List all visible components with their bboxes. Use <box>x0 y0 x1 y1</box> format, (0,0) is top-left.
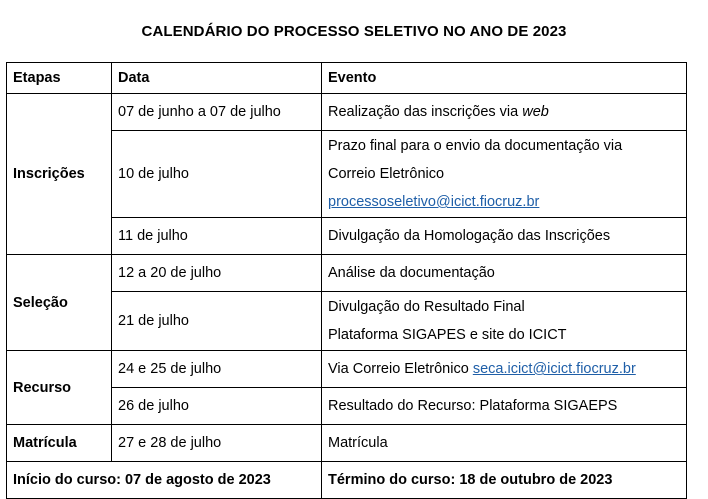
table-row <box>7 94 687 131</box>
course-end: Término do curso: 18 de outubro de 2023 <box>322 462 687 499</box>
calendar-table <box>6 62 687 499</box>
date-cell: 10 de julho <box>112 131 322 218</box>
table-header-row <box>7 63 687 94</box>
event-cell <box>322 94 687 131</box>
stage-selecao: Seleção <box>7 255 112 351</box>
header-evento: Evento <box>322 63 687 94</box>
email-link-processoseletivo[interactable]: processoseletivo@icict.fiocruz.br <box>328 194 540 210</box>
date-cell: 12 a 20 de julho <box>112 255 322 292</box>
date-cell: 27 e 28 de julho <box>112 425 322 462</box>
event-text: Via Correio Eletrônico <box>328 361 473 377</box>
event-text-emphasis: web <box>522 104 549 120</box>
stage-inscricoes: Inscrições <box>7 94 112 255</box>
event-text: Realização das inscrições via <box>328 104 523 120</box>
table-row <box>7 255 687 292</box>
date-cell: 11 de julho <box>112 218 322 255</box>
event-line: Divulgação do Resultado Final <box>328 299 525 315</box>
event-cell: Análise da documentação <box>322 255 687 292</box>
event-cell <box>322 131 687 218</box>
table-row <box>7 425 687 462</box>
event-line: Prazo final para o envio da documentação via <box>328 138 623 154</box>
event-line: Plataforma SIGAPES e site do ICICT <box>328 327 567 343</box>
date-cell: 07 de junho a 07 de julho <box>112 94 322 131</box>
page-title: CALENDÁRIO DO PROCESSO SELETIVO NO ANO DE 2023 <box>141 23 567 40</box>
header-etapas: Etapas <box>7 63 112 94</box>
event-cell: Divulgação da Homologação das Inscrições <box>322 218 687 255</box>
stage-recurso: Recurso <box>7 351 112 425</box>
event-cell: Matrícula <box>322 425 687 462</box>
date-cell: 24 e 25 de julho <box>112 351 322 388</box>
date-cell: 21 de julho <box>112 292 322 351</box>
table-row <box>7 351 687 388</box>
course-start: Início do curso: 07 de agosto de 2023 <box>7 462 322 499</box>
stage-matricula: Matrícula <box>7 425 112 462</box>
event-cell: Resultado do Recurso: Plataforma SIGAEPS <box>322 388 687 425</box>
event-line: Correio Eletrônico <box>328 166 445 182</box>
header-data: Data <box>112 63 322 94</box>
date-cell: 26 de julho <box>112 388 322 425</box>
event-cell <box>322 292 687 351</box>
event-cell <box>322 351 687 388</box>
email-link-seca[interactable]: seca.icict@icict.fiocruz.br <box>472 361 636 377</box>
